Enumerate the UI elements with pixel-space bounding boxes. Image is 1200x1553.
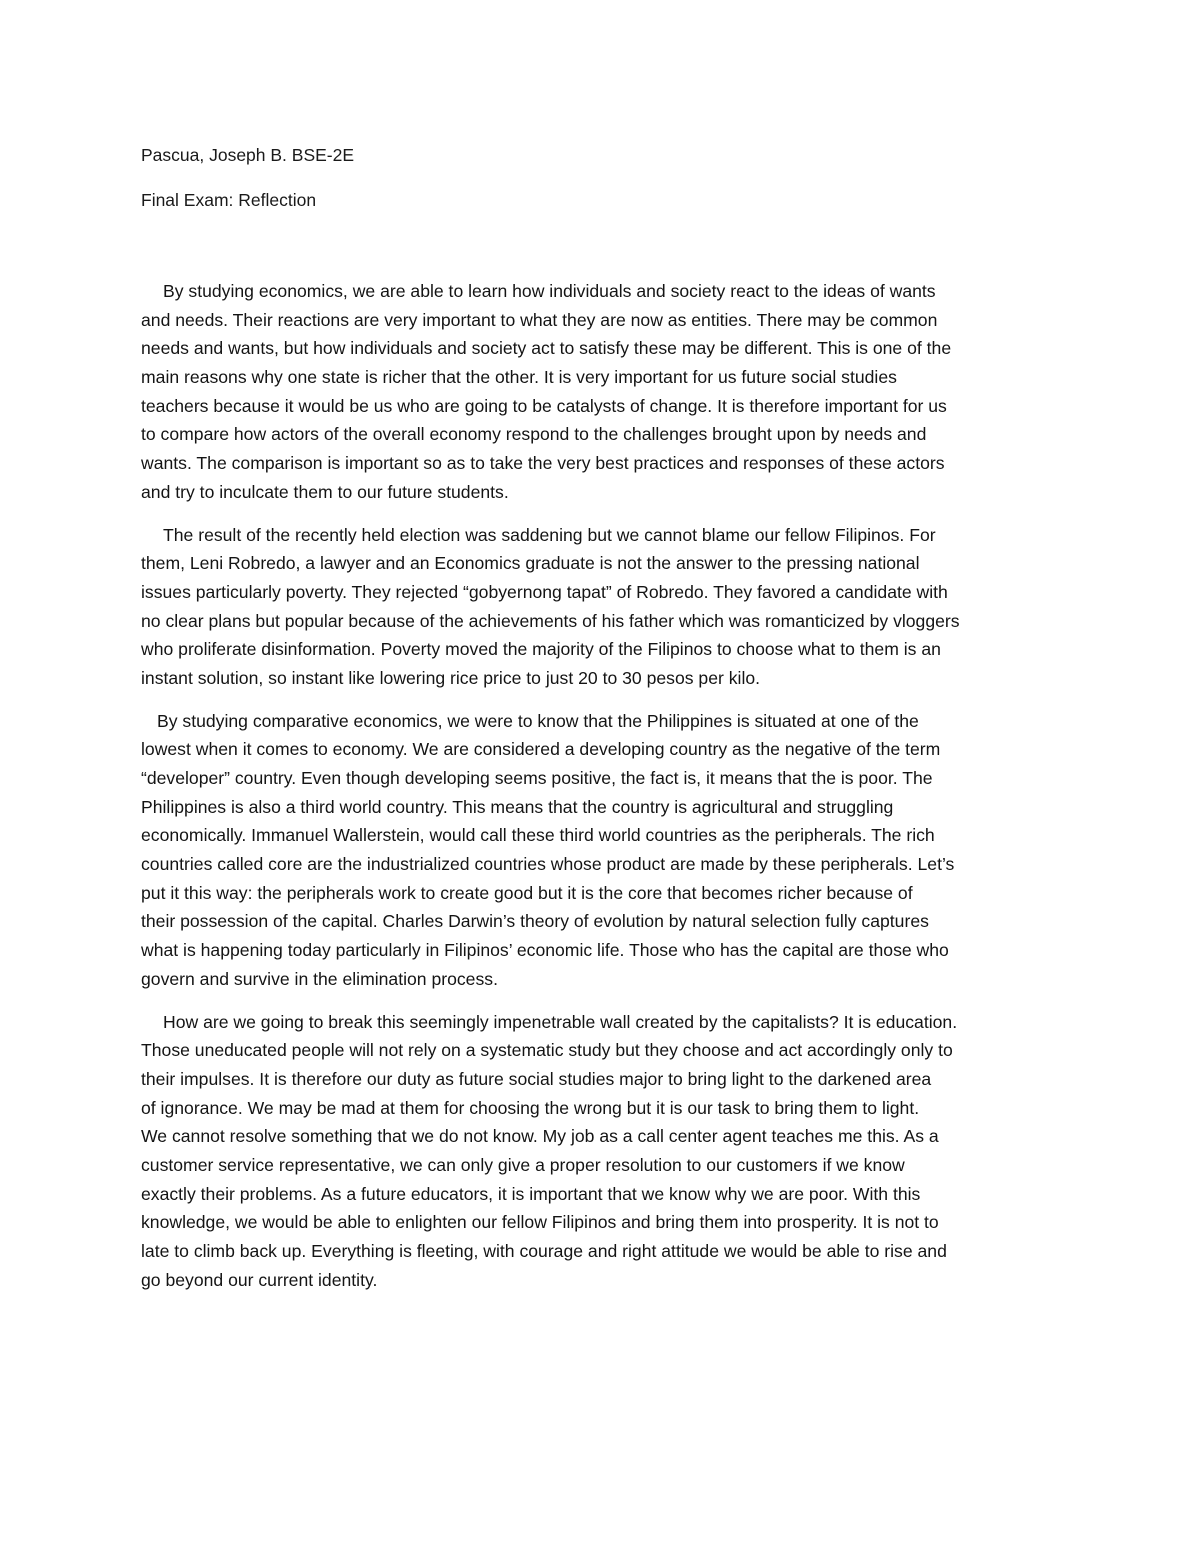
exam-title: Final Exam: Reflection (141, 190, 317, 210)
paragraph-line: and try to inculcate them to our future students. (141, 481, 509, 502)
paragraph-line: issues particularly poverty. They rejected “gobyernong tapat” of Robredo. They favored a candidate with (141, 581, 948, 602)
paragraph-line: govern and survive in the elimination process. (141, 968, 498, 989)
paragraph-line: put it this way: the peripherals work to create good but it is the core that becomes richer because of (141, 882, 913, 903)
paragraph-line: Philippines is also a third world country. This means that the country is agricultural and struggling (141, 796, 894, 817)
paragraph-line: no clear plans but popular because of the achievements of his father which was romanticized by vloggers (141, 610, 960, 631)
paragraph-line: them, Leni Robredo, a lawyer and an Economics graduate is not the answer to the pressing national (141, 553, 920, 574)
paragraph-line: The result of the recently held election was saddening but we cannot blame our fellow Filipinos. For (163, 524, 936, 545)
paragraph-line: their impulses. It is therefore our duty as future social studies major to bring light to the darkened area (141, 1068, 932, 1089)
paragraph-line: teachers because it would be us who are going to be catalysts of change. It is therefore important for us (141, 395, 947, 416)
paragraph-line: instant solution, so instant like lowering rice price to just 20 to 30 pesos per kilo. (141, 667, 761, 688)
author-line: Pascua, Joseph B. BSE-2E (141, 145, 355, 165)
paragraph-line: what is happening today particularly in Filipinos’ economic life. Those who has the capital are those who (141, 940, 949, 961)
paragraph-line: wants. The comparison is important so as to take the very best practices and responses of these actors (141, 453, 945, 474)
paragraph-line: to compare how actors of the overall economy respond to the challenges brought upon by needs and (141, 424, 927, 445)
paragraph-line: late to climb back up. Everything is fleeting, with courage and right attitude we would be able to rise and (141, 1241, 947, 1261)
paragraph-line: of ignorance. We may be mad at them for choosing the wrong but it is our task to bring them to light. (141, 1097, 920, 1118)
paragraph-line: countries called core are the industrialized countries whose product are made by these peripherals. Let’s (141, 854, 955, 875)
paragraph-3 (141, 707, 1073, 994)
paragraph-line: main reasons why one state is richer that the other. It is very important for us future social studies (141, 367, 897, 388)
paragraph-line: who proliferate disinformation. Poverty moved the majority of the Filipinos to choose what to them is an (141, 639, 941, 660)
paragraph-line: needs and wants, but how individuals and society act to satisfy these may be different. This is one of the (141, 338, 952, 359)
paragraph-line: “developer” country. Even though developing seems positive, the fact is, it means that the is poor. The (141, 768, 933, 788)
paragraph-line: customer service representative, we can only give a proper resolution to our customers if we know (141, 1154, 905, 1175)
paragraph-line: go beyond our current identity. (141, 1269, 378, 1290)
paragraph-line: By studying comparative economics, we were to know that the Philippines is situated at one of the (157, 710, 919, 731)
paragraph-line: lowest when it comes to economy. We are considered a developing country as the negative of the term (141, 739, 941, 760)
paragraph-line: Those uneducated people will not rely on a systematic study but they choose and act accordingly only to (141, 1040, 953, 1061)
paragraph-4 (141, 1008, 1073, 1295)
paragraph-line: By studying economics, we are able to learn how individuals and society react to the ideas of wants (163, 281, 936, 301)
paragraph-2 (141, 521, 1073, 693)
paragraph-1 (141, 277, 1073, 507)
paragraph-line: How are we going to break this seemingly impenetrable wall created by the capitalists? It is education. (163, 1011, 958, 1032)
essay-body (141, 277, 1073, 1308)
paragraph-line: We cannot resolve something that we do not know. My job as a call center agent teaches me this. As a (141, 1126, 939, 1147)
paragraph-line: and needs. Their reactions are very important to what they are now as entities. There may be common (141, 309, 938, 330)
paragraph-line: knowledge, we would be able to enlighten our fellow Filipinos and bring them into prosperity. It is not to (141, 1212, 939, 1233)
paragraph-line: their possession of the capital. Charles Darwin’s theory of evolution by natural selection fully captures (141, 911, 929, 932)
paragraph-line: exactly their problems. As a future educators, it is important that we know why we are poor. With this (141, 1183, 921, 1204)
paragraph-line: economically. Immanuel Wallerstein, would call these third world countries as the peripherals. The rich (141, 825, 935, 846)
